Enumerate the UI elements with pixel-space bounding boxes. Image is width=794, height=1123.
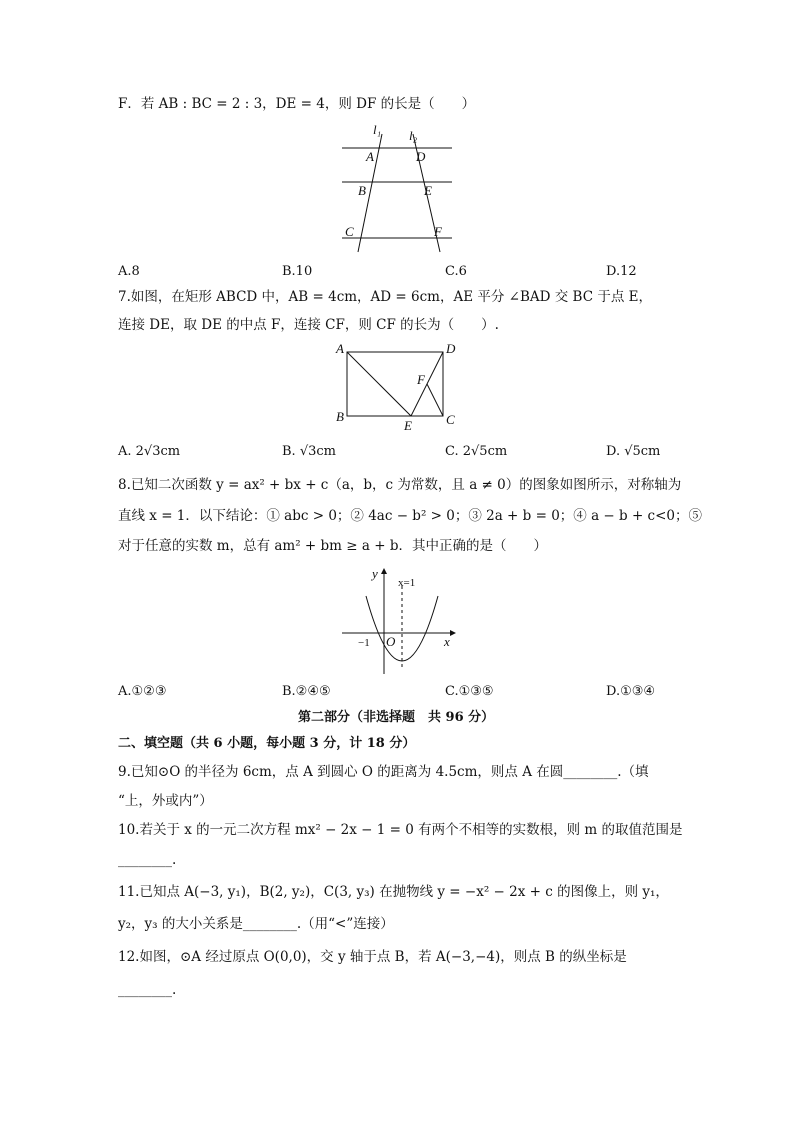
label-D: D xyxy=(446,341,456,356)
label-F: F xyxy=(417,372,425,387)
section-two-title: 二、填空题（共 6 小题，每小题 3 分，计 18 分） xyxy=(118,736,416,751)
label-minus1: −1 xyxy=(358,637,370,649)
label-l1: l₁ xyxy=(373,122,382,137)
q9-line1: 9.已知⊙O 的半径为 6cm，点 A 到圆心 O 的距离为 4.5cm，则点 A 在圆________.（填 xyxy=(118,764,649,780)
label-axis: x=1 xyxy=(398,577,416,589)
label-B: B xyxy=(358,183,366,198)
q6-option-a: A.8 xyxy=(118,264,140,279)
label-E: E xyxy=(424,183,432,198)
label-C: C xyxy=(345,224,354,239)
q8-option-d: D.①③④ xyxy=(606,684,656,699)
label-D: D xyxy=(416,149,426,164)
q6-option-c: C.6 xyxy=(445,264,467,279)
label-A: A xyxy=(366,149,374,164)
q7-option-d: D. √5cm xyxy=(606,444,661,459)
q8-line2: 直线 x = 1．以下结论：① abc > 0；② 4ac − b² > 0；③ 2a + b = 0；④ a − b + c<0；⑤ xyxy=(118,508,703,524)
q7-figure xyxy=(334,340,474,433)
label-B: B xyxy=(336,409,344,424)
q7-option-c: C. 2√5cm xyxy=(445,444,508,459)
q8-line3: 对于任意的实数 m，总有 am² + bm ≥ a + b．其中正确的是（ ） xyxy=(118,538,547,554)
label-l2: l₂ xyxy=(409,128,418,143)
q7-option-a: A. 2√3cm xyxy=(118,444,181,459)
label-C: C xyxy=(446,412,455,427)
label-O: O xyxy=(386,634,396,649)
q6-stem: F．若 AB : BC = 2 : 3，DE = 4，则 DF 的长是（ ） xyxy=(118,96,476,112)
q11-line2: y₂，y₃ 的大小关系是________.（用“<”连接） xyxy=(118,916,394,932)
q6-figure xyxy=(336,124,496,254)
q10-line1: 10.若关于 x 的一元二次方程 mx² − 2x − 1 = 0 有两个不相等的实数根，则 m 的取值范围是 xyxy=(118,822,683,838)
q7-line2: 连接 DE，取 DE 的中点 F，连接 CF，则 CF 的长为（ ）. xyxy=(118,317,499,333)
label-A: A xyxy=(336,341,344,356)
label-x: x xyxy=(444,634,450,649)
part-two-title: 第二部分（非选择题 共 96 分） xyxy=(298,710,495,725)
q12-line1: 12.如图，⊙A 经过原点 O(0,0)，交 y 轴于点 B，若 A(−3,−4)，则点 B 的纵坐标是 xyxy=(118,949,627,965)
q12-line2: ________. xyxy=(118,982,177,998)
q6-option-d: D.12 xyxy=(606,264,637,279)
q8-graph xyxy=(342,566,462,676)
q9-line2: “上，外或内”） xyxy=(118,793,213,809)
q8-option-c: C.①③⑤ xyxy=(445,684,494,699)
q11-line1: 11.已知点 A(−3, y₁)，B(2, y₂)，C(3, y₃) 在抛物线 y = −x² − 2x + c 的图像上，则 y₁， xyxy=(118,884,669,900)
label-F: F xyxy=(434,224,442,239)
label-y: y xyxy=(372,566,378,581)
q6-option-b: B.10 xyxy=(282,264,313,279)
q7-option-b: B. √3cm xyxy=(282,444,336,459)
q10-line2: ________. xyxy=(118,852,177,868)
q8-option-a: A.①②③ xyxy=(118,684,167,699)
q7-line1: 7.如图，在矩形 ABCD 中，AB = 4cm，AD = 6cm，AE 平分 ∠BAD 交 BC 于点 E， xyxy=(118,289,652,305)
label-E: E xyxy=(404,418,412,433)
q8-line1: 8.已知二次函数 y = ax² + bx + c（a，b，c 为常数，且 a ≠ 0）的图象如图所示，对称轴为 xyxy=(118,477,682,493)
q8-option-b: B.②④⑤ xyxy=(282,684,331,699)
